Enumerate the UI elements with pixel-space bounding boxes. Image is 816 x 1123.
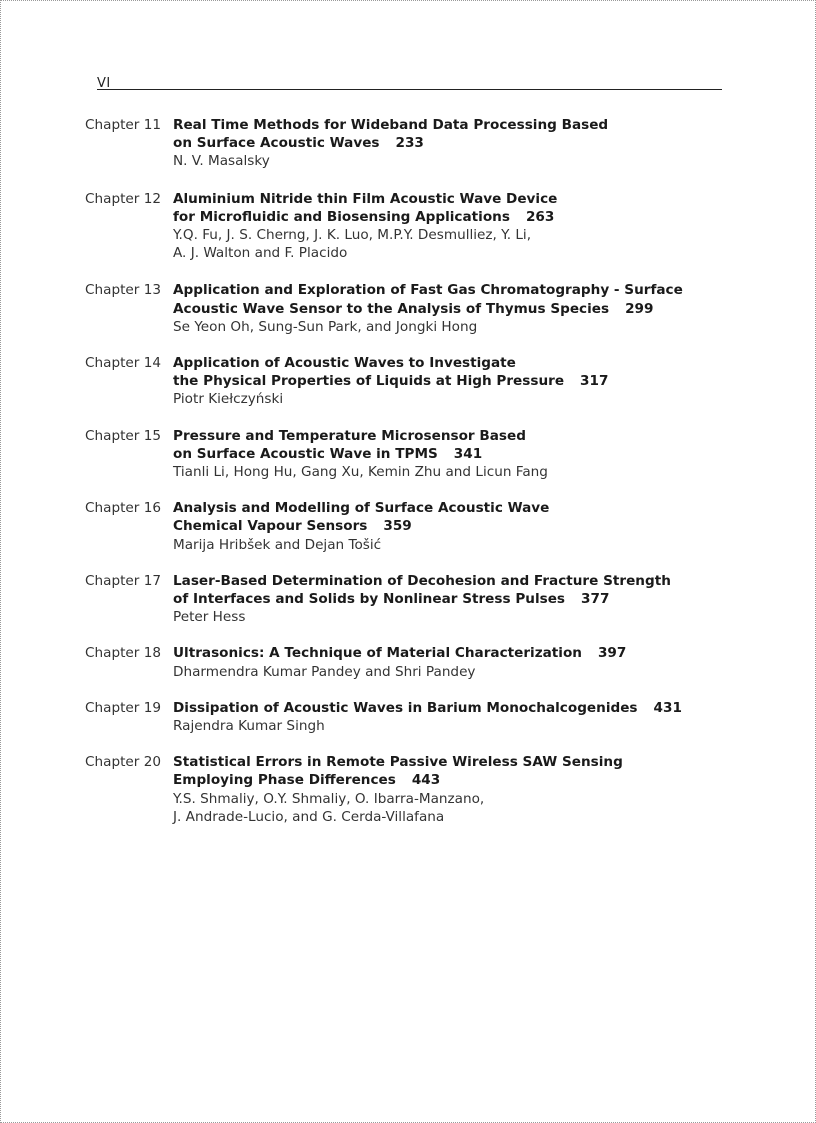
toc-entry-content [173,499,693,554]
chapter-title-line [173,300,693,318]
chapter-authors: Piotr Kiełczyński [173,391,284,408]
chapter-title [173,699,693,717]
toc-entry [1,572,816,627]
chapter-authors: Y.S. Shmaliy, O.Y. Shmaliy, O. Ibarra-Manzano, [173,790,485,807]
chapter-title-text: Analysis and Modelling of Surface Acoustic Wave [173,500,550,517]
chapter-title [173,190,693,226]
chapter-label: Chapter 15 [85,427,161,444]
chapter-title [173,354,693,390]
chapter-title-text: on Surface Acoustic Waves [173,135,380,152]
toc-entry-content [173,699,693,735]
chapter-title-line [173,590,693,608]
chapter-title-line [173,572,693,590]
chapter-title-line [173,753,693,771]
chapter-title-text: for Microfluidic and Biosensing Applications [173,208,510,225]
toc-entry-content [173,190,693,263]
toc-entry [1,699,816,735]
toc-entry [1,354,816,409]
chapter-authors: Peter Hess [173,609,246,626]
chapter-title-line [173,771,693,789]
chapter-title-line [173,281,693,299]
chapter-title-line [173,116,693,134]
chapter-authors: Tianli Li, Hong Hu, Gang Xu, Kemin Zhu and Licun Fang [173,464,548,481]
chapter-title [173,427,693,463]
page-number: 431 [653,699,682,716]
chapter-title-line [173,134,693,152]
chapter-title-line [173,644,693,662]
chapter-title [173,499,693,535]
chapter-title-text: Pressure and Temperature Microsensor Based [173,427,526,444]
chapter-title-line [173,427,693,445]
chapter-title-text: Chemical Vapour Sensors [173,518,368,535]
toc-entry [1,281,816,336]
running-head [97,72,722,90]
page-number: 317 [580,373,609,390]
chapter-authors: N. V. Masalsky [173,153,270,170]
toc-entry-content [173,354,693,409]
chapter-authors: Y.Q. Fu, J. S. Cherng, J. K. Luo, M.P.Y. Desmulliez, Y. Li, [173,227,532,244]
chapter-title-text: Real Time Methods for Wideband Data Processing Based [173,117,609,133]
chapter-title-text: of Interfaces and Solids by Nonlinear Stress Pulses [173,591,566,608]
chapter-title-line [173,517,693,535]
chapter-title-text: Laser-Based Determination of Decohesion and Fracture Strength [173,572,671,589]
toc-entry-content [173,572,693,627]
chapter-label: Chapter 11 [85,117,161,133]
page-number: 263 [525,208,555,225]
chapter-title-text: Dissipation of Acoustic Waves in Barium Monochalcogenides [173,699,638,716]
chapter-title-text: the Physical Properties of Liquids at High Pressure [173,373,565,390]
chapter-title-text: Ultrasonics: A Technique of Material Characterization [173,645,582,662]
toc-entry-content [173,281,693,336]
chapter-title-text: Acoustic Wave Sensor to the Analysis of Thymus Species [173,300,610,317]
chapter-authors: Marija Hribšek and Dejan Tošić [173,536,382,553]
chapter-title-text: Employing Phase Differences [173,772,396,789]
toc-entry [1,499,816,554]
chapter-title-line [173,190,693,208]
chapter-title [173,281,693,317]
toc-entry [1,116,816,171]
toc-entry-content [173,753,693,826]
page-number: 299 [625,300,654,317]
chapter-title [173,753,693,789]
chapter-authors: Dharmendra Kumar Pandey and Shri Pandey [173,663,476,680]
chapter-authors: A. J. Walton and F. Placido [173,245,348,262]
toc-entry [1,753,816,826]
chapter-label: Chapter 19 [85,699,161,716]
chapter-title-line [173,208,693,226]
page-number: 377 [581,591,610,608]
chapter-title-line [173,499,693,517]
chapter-label: Chapter 17 [85,572,161,589]
page-number: 341 [453,445,483,462]
chapter-authors: J. Andrade-Lucio, and G. Cerda-Villafana [173,808,445,825]
page-number: 397 [597,645,627,662]
chapter-title [173,116,693,152]
chapter-authors: Rajendra Kumar Singh [173,718,325,735]
chapter-label: Chapter 18 [85,645,161,662]
toc-entry-content [173,116,693,171]
toc-entry-content [173,427,693,482]
page-number: 233 [395,135,424,152]
chapter-title-text: Application and Exploration of Fast Gas Chromatography - Surface [173,282,683,299]
chapter-title-text: on Surface Acoustic Wave in TPMS [173,445,438,462]
chapter-label: Chapter 14 [85,355,161,372]
page-number: 443 [411,772,441,789]
chapter-label: Chapter 20 [85,754,161,771]
page-number: 359 [383,518,412,535]
chapter-label: Chapter 13 [85,282,161,299]
chapter-label: Chapter 12 [85,190,161,207]
chapter-title-line [173,354,693,372]
chapter-title [173,572,693,608]
chapter-title-line [173,445,693,463]
chapter-title-text: Aluminium Nitride thin Film Acoustic Wave Device [173,190,558,207]
toc-entry [1,190,816,263]
toc-entry [1,427,816,482]
toc-entry-content [173,644,693,680]
page-label: VI [97,76,111,91]
chapter-title-line [173,372,693,390]
toc-entry [1,644,816,680]
chapter-label: Chapter 16 [85,500,161,517]
chapter-title-line [173,699,693,717]
chapter-authors: Se Yeon Oh, Sung-Sun Park, and Jongki Hong [173,318,478,335]
chapter-title-text: Application of Acoustic Waves to Investigate [173,355,516,372]
chapter-title-text: Statistical Errors in Remote Passive Wireless SAW Sensing [173,754,623,771]
chapter-title [173,644,693,662]
table-of-contents [1,116,816,826]
